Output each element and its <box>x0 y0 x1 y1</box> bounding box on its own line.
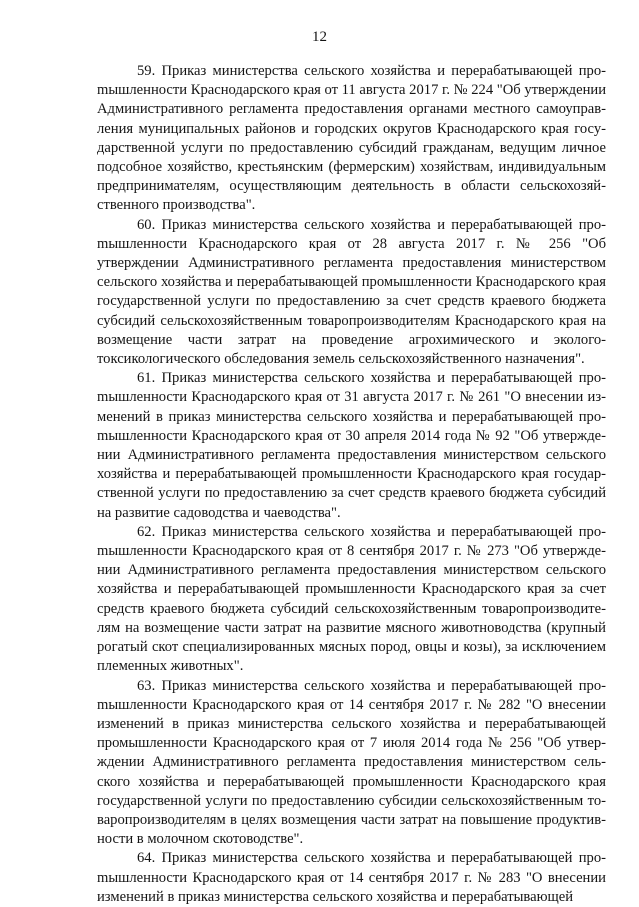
page-number: 12 <box>312 29 327 45</box>
paragraph-63: 63. Приказ министерства сельского хозяйства и перерабатывающей проmышленности Краснодарского края от 14 сентября 2017 г. № 282 "О внесении изменений в приказ министерства сельского хозяйства и перерабатывающей промышленности Краснодарского края от 7 июля 2014 года № 256 "Об утверждении Административного регламента предоставления министерством сельского хозяйства и перерабатывающей промышленности Краснодарского края государственной услуги по предоставлению субсидии сельскохозяйственным товаропроизводителям в целях возмещения части затрат на повышение продуктивности в молочном скотоводстве". <box>97 677 606 848</box>
paragraph-60: 60. Приказ министерства сельского хозяйства и перерабатывающей проmышленности Краснодарского края от 28 августа 2017 г. № 256 "Об утверждении Административного регламента предоставления министерством сельского хозяйства и перерабатывающей промышленности Краснодарского края государственной услуги по предоставлению за счет средств краевого бюджета субсидий сельскохозяйственным товаропроизводителям Краснодарского края на возмещение части затрат на проведение агрохимического и эколого-токсикологического обследования земель сельскохозяйственного назначения". <box>97 216 606 368</box>
paragraph-61: 61. Приказ министерства сельского хозяйства и перерабатывающей проmышленности Краснодарского края от 31 августа 2017 г. № 261 "О внесении изменений в приказ министерства сельского хозяйства и перерабатывающей проmышленности Краснодарского края от 30 апреля 2014 года № 92 "Об утверждении Административного регламента предоставления министерством сельского хозяйства и перерабатывающей промышленности Краснодарского края государственной услуги по предоставлению за счет средств краевого бюджета субсидий на развитие садоводства и чаеводства". <box>97 370 606 521</box>
paragraph-64: 64. Приказ министерства сельского хозяйства и перерабатывающей проmышленности Краснодарского края от 14 сентября 2017 г. № 283 "О внесении изменений в приказ министерства сельского хозяйства и перерабатывающей <box>97 850 606 905</box>
paragraph-62: 62. Приказ министерства сельского хозяйства и перерабатывающей проmышленности Краснодарского края от 8 сентября 2017 г. № 273 "Об утверждении Административного регламента предоставления министерством сельского хозяйства и перерабатывающей промышленности Краснодарского края за счет средств краевого бюджета субсидий сельскохозяйственным товаропроизводителям на возмещение части затрат на развитие мясного животноводства (крупный рогатый скот специализированных мясных пород, овцы и козы), за исключением племенных животных". <box>97 523 606 675</box>
paragraph-59: 59. Приказ министерства сельского хозяйства и перерабатывающей проmышленности Краснодарского края от 11 августа 2017 г. № 224 "Об утверждении Административного регламента предоставления органами местного самоуправления муниципальных районов и городских округов Краснодарского края государственной услуги по предоставлению субсидий гражданам, ведущим личное подсобное хозяйство, крестьянским (фермерским) хозяйствам, индивидуальным предпринимателям, осуществляющим деятельность в области сельскохозяйственного производства". <box>97 63 606 214</box>
document-body <box>97 62 606 907</box>
